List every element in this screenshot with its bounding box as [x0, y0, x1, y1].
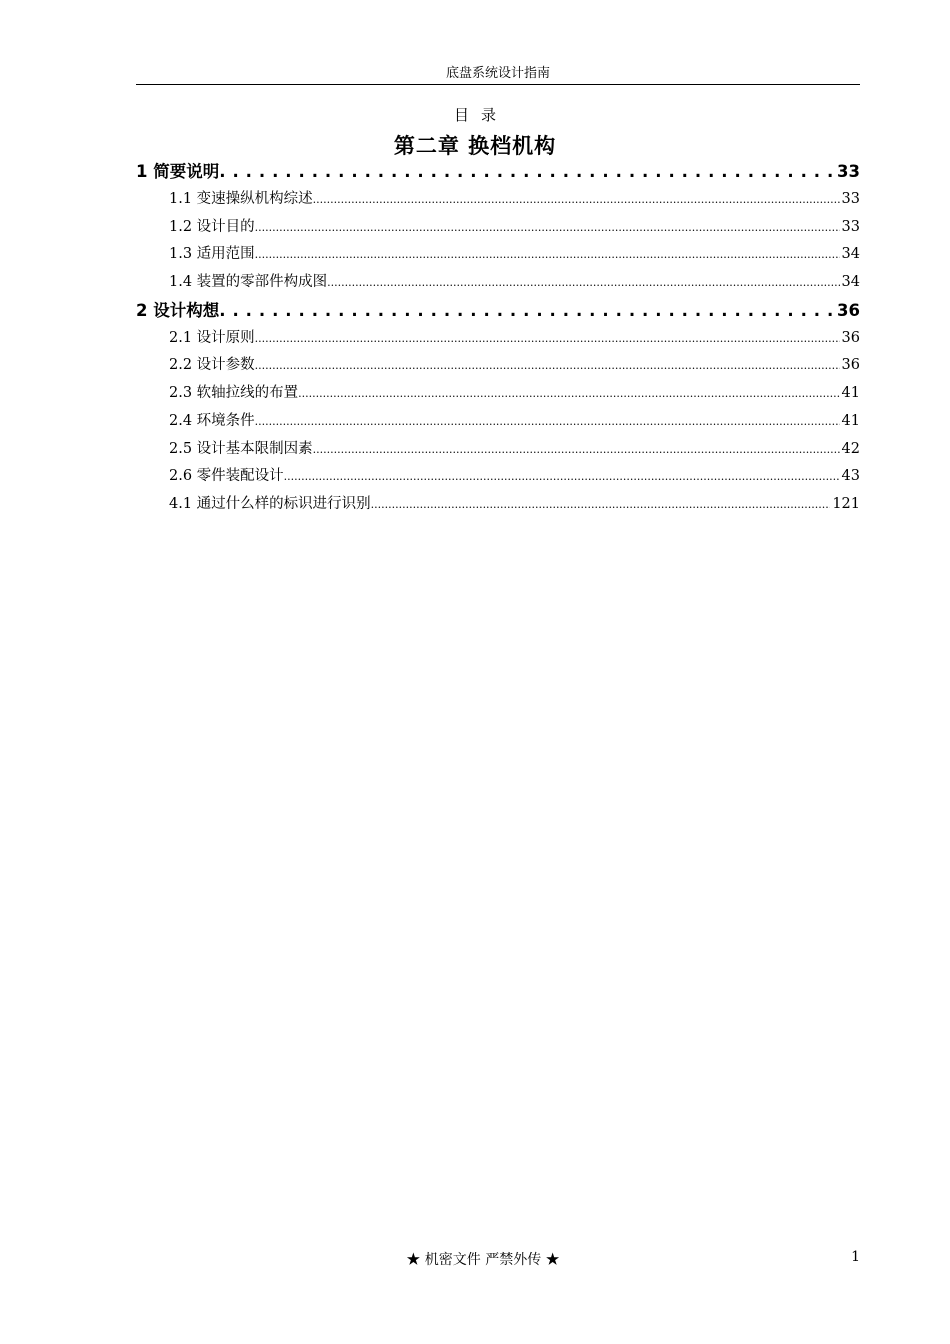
toc-entry-2-6[interactable]: [136, 463, 860, 491]
toc-entry-page: 41: [841, 385, 860, 402]
toc-entry-title: 2.2 设计参数: [169, 357, 255, 374]
toc-entry-1-2[interactable]: [136, 214, 860, 242]
toc-entry-page: 41: [841, 412, 860, 429]
toc-entry-title: 1.2 设计目的: [169, 218, 255, 235]
running-header: [136, 64, 860, 85]
toc-leader-dots: [255, 241, 840, 269]
toc-leader-dots: [255, 408, 840, 436]
toc-entry-1[interactable]: [136, 158, 860, 186]
toc-entry-page: 33: [841, 218, 860, 235]
toc-entry-title: 1 简要说明: [136, 162, 220, 181]
toc-leader-dots: [298, 380, 839, 408]
toc-leader-dots: [327, 269, 839, 297]
toc-entry-title: 4.1 通过什么样的标识进行识别: [169, 495, 371, 512]
toc-entry-2-3[interactable]: [136, 380, 860, 408]
toc-entry-1-3[interactable]: [136, 241, 860, 269]
page-number: 1: [851, 1249, 860, 1265]
toc-leader-dots: [313, 436, 840, 464]
toc-entry-title: 1.4 装置的零部件构成图: [169, 274, 328, 291]
toc-entry-title: 2 设计构想: [136, 300, 220, 320]
toc-entry-1-4[interactable]: [136, 269, 860, 297]
toc-entry-title: 2.1 设计原则: [169, 329, 255, 346]
toc-leader-dots: [371, 491, 831, 519]
toc-entry-2-2[interactable]: [136, 352, 860, 380]
toc-entry-page: 36: [841, 357, 860, 374]
toc-entry-page: 34: [841, 274, 860, 291]
toc-leader-dots: [313, 186, 840, 214]
toc-leader-dots: [255, 214, 840, 242]
toc-leader-dots: [219, 158, 835, 186]
toc-leader-dots: [255, 325, 840, 353]
toc-leader-dots: [284, 463, 840, 491]
toc-entry-page: 34: [841, 246, 860, 263]
toc-entry-title: 1.1 变速操纵机构综述: [169, 191, 313, 207]
toc-entry-title: 2.5 设计基本限制因素: [169, 440, 313, 457]
toc-entry-4-1[interactable]: [136, 491, 860, 519]
table-of-contents: [136, 158, 860, 519]
toc-entry-page: 121: [832, 495, 860, 512]
toc-label: 目录: [453, 106, 508, 124]
toc-entry-title: 1.3 适用范围: [169, 246, 255, 263]
toc-entry-page: 33: [837, 162, 860, 181]
toc-entry-page: 36: [837, 300, 860, 320]
toc-entry-2-1[interactable]: [136, 325, 860, 353]
confidential-footer: ★ 机密文件 严禁外传 ★: [406, 1252, 560, 1268]
toc-entry-title: 2.4 环境条件: [169, 412, 255, 429]
toc-leader-dots: [255, 352, 840, 380]
toc-entry-page: 42: [841, 440, 860, 457]
toc-entry-title: 2.6 零件装配设计: [169, 468, 284, 485]
toc-entry-title: 2.3 软轴拉线的布置: [169, 385, 299, 402]
toc-entry-2[interactable]: [136, 297, 860, 325]
chapter-title: 第二章 换档机构: [393, 134, 557, 158]
toc-entry-2-5[interactable]: [136, 436, 860, 464]
toc-entry-1-1[interactable]: [136, 186, 860, 214]
toc-leader-dots: [219, 297, 835, 325]
toc-entry-2-4[interactable]: [136, 408, 860, 436]
toc-entry-page: 33: [841, 191, 860, 207]
header-title: 底盘系统设计指南: [445, 66, 550, 81]
toc-entry-page: 36: [841, 329, 860, 346]
toc-entry-page: 43: [841, 468, 860, 485]
